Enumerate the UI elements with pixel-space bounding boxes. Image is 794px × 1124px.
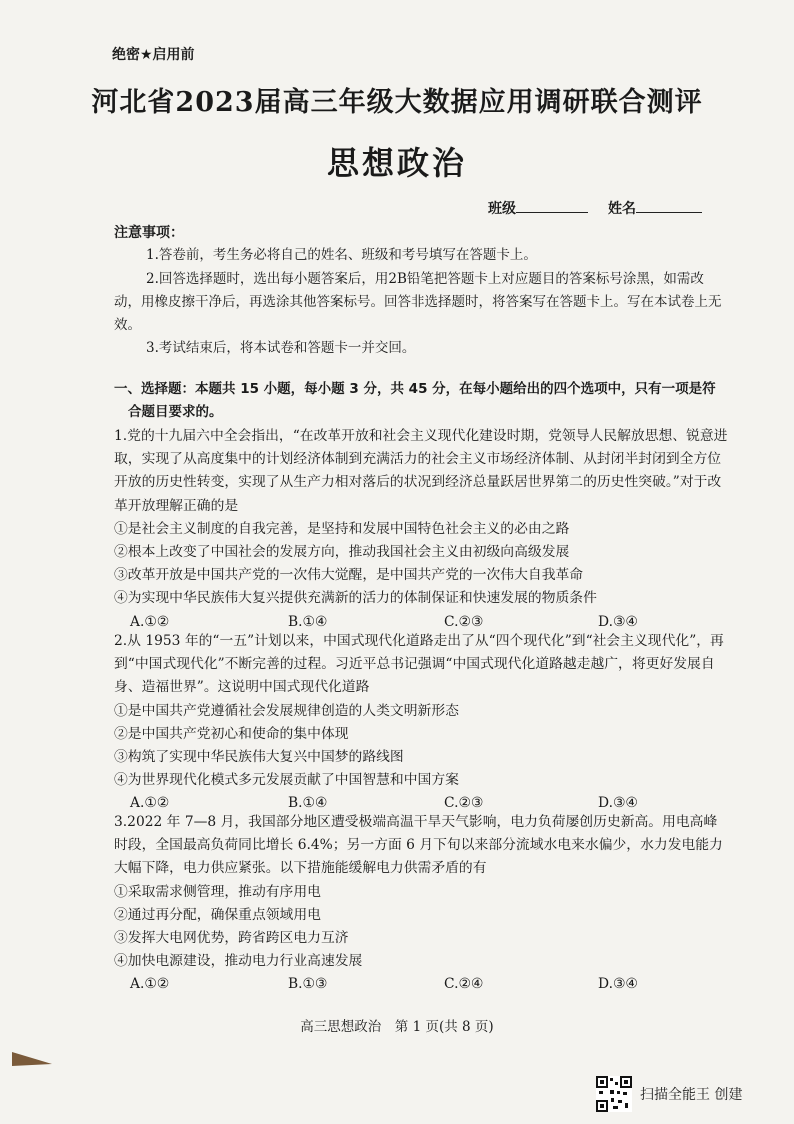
exam-title: 河北省2023届高三年级大数据应用调研联合测评 bbox=[91, 87, 703, 118]
qr-code-icon bbox=[596, 1076, 632, 1112]
notes-title: 注意事项： bbox=[114, 225, 184, 241]
question-stem: 1.党的十九届六中全会指出，“在改革开放和社会主义现代化建设时期，党领导人民解放思想、锐意进取，实现了从高度集中的计划经济体制到充满活力的社会主义市场经济体制、从封闭半封闭到全方位开放的历史性转变，实现了从生产力相对落后的状况到经济总量跃居世界第二的历史性突破。”对于改革开放理解正确的是 bbox=[114, 428, 728, 514]
statement-option: ③发挥大电网优势，跨省跨区电力互济 bbox=[114, 930, 349, 947]
secret-label: 绝密★启用前 bbox=[112, 47, 195, 63]
class-label: 班级 bbox=[488, 201, 516, 217]
choice-c[interactable]: C.②④ bbox=[444, 976, 484, 993]
choice-a[interactable]: A.①② bbox=[130, 795, 170, 812]
question-3 bbox=[114, 811, 730, 996]
statement-option: ①是社会主义制度的自我完善，是坚持和发展中国特色社会主义的必由之路 bbox=[114, 520, 570, 537]
statement-option: ③改革开放是中国共产党的一次伟大觉醒，是中国共产党的一次伟大自我革命 bbox=[114, 567, 584, 584]
student-fields bbox=[488, 198, 702, 218]
section-line-1: 一、选择题：本题共 15 小题，每小题 3 分，共 45 分，在每小题给出的四个选项中，只有一项是符 bbox=[114, 381, 716, 397]
section-heading bbox=[114, 378, 726, 424]
statement-option: ②通过再分配，确保重点领域用电 bbox=[114, 906, 321, 923]
scanner-watermark: 扫描全能王 创建 bbox=[640, 1087, 743, 1103]
choice-b[interactable]: B.①④ bbox=[288, 613, 328, 630]
statement-option: ②根本上改变了中国社会的发展方向，推动我国社会主义由初级向高级发展 bbox=[114, 544, 570, 561]
choice-a[interactable]: A.①② bbox=[130, 976, 170, 993]
choice-b[interactable]: B.①③ bbox=[288, 976, 328, 993]
note-item: 2.回答选择题时，选出每小题答案后，用2B铅笔把答题卡上对应题目的答案标号涂黑，如需改动，用橡皮擦干净后，再选涂其他答案标号。回答非选择题时，将答案写在答题卡上。写在本试卷上无效。 bbox=[114, 271, 722, 333]
question-stem: 3.2022 年 7—8 月，我国部分地区遭受极端高温干旱天气影响，电力负荷屡创历史新高。用电高峰时段，全国最高负荷同比增长 6.4%；另一方面 6 月下旬以来部分流域水电来水偏少，水力发电能力大幅下降，电力供应紧张。以下措施能缓解电力供需矛盾的有 bbox=[114, 814, 723, 877]
answer-choices bbox=[114, 973, 730, 996]
choice-c[interactable]: C.②③ bbox=[444, 613, 484, 630]
note-item: 1.答卷前，考生务必将自己的姓名、班级和考号填写在答题卡上。 bbox=[146, 247, 537, 263]
choice-d[interactable]: D.③④ bbox=[598, 976, 638, 993]
statement-option: ④为实现中华民族伟大复兴提供充满新的活力的体制保证和快速发展的物质条件 bbox=[114, 590, 597, 607]
choice-c[interactable]: C.②③ bbox=[444, 795, 484, 812]
note-item: 3.考试结束后，将本试卷和答题卡一并交回。 bbox=[146, 340, 416, 356]
section-line-2: 合题目要求的。 bbox=[128, 404, 223, 420]
statement-option: ④为世界现代化模式多元发展贡献了中国智慧和中国方案 bbox=[114, 772, 459, 789]
question-stem: 2.从 1953 年的“一五”计划以来，中国式现代化道路走出了从“四个现代化”到“社会主义现代化”，再到“中国式现代化”不断完善的过程。习近平总书记强调“中国式现代化道路越走越广，将更好发展自身、造福世界”。这说明中国式现代化道路 bbox=[114, 633, 724, 696]
scan-artifact-icon bbox=[12, 1052, 52, 1066]
question-2 bbox=[114, 630, 730, 815]
name-blank[interactable] bbox=[636, 198, 702, 213]
statement-option: ④加快电源建设，推动电力行业高速发展 bbox=[114, 953, 363, 970]
choice-b[interactable]: B.①④ bbox=[288, 795, 328, 812]
name-label: 姓名 bbox=[608, 201, 636, 217]
question-1 bbox=[114, 425, 730, 634]
statement-option: ①是中国共产党遵循社会发展规律创造的人类文明新形态 bbox=[114, 702, 459, 719]
statement-option: ③构筑了实现中华民族伟大复兴中国梦的路线图 bbox=[114, 749, 404, 766]
statement-option: ②是中国共产党初心和使命的集中体现 bbox=[114, 725, 349, 742]
statement-option: ①采取需求侧管理，推动有序用电 bbox=[114, 883, 321, 900]
choice-d[interactable]: D.③④ bbox=[598, 613, 638, 630]
subject-title: 思想政治 bbox=[326, 144, 467, 182]
choice-d[interactable]: D.③④ bbox=[598, 795, 638, 812]
class-blank[interactable] bbox=[516, 198, 588, 213]
choice-a[interactable]: A.①② bbox=[130, 613, 170, 630]
page-footer: 高三思想政治 第 1 页(共 8 页) bbox=[300, 1019, 494, 1035]
